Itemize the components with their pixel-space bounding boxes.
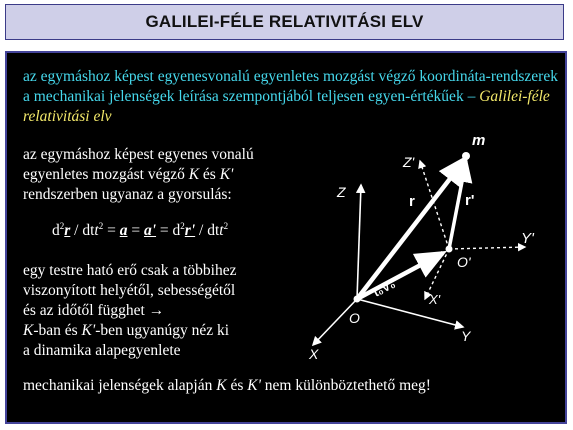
slide-title: GALILEI-FÉLE RELATIVITÁSI ELV [145, 12, 424, 31]
intro-text: az egymáshoz képest egyenesvonalú egyenletes mozgást végző koordináta-rendszerek a mechanikai jelenségek leírása szempontjából teljesen egyen-értékűek [23, 68, 558, 105]
acceleration-equation: $d^2r / dtt^2 = a = a' = d^2r' / dtt^2$ [52, 221, 229, 240]
r-vector [357, 158, 466, 299]
force-paragraph [23, 261, 236, 361]
slide-content [5, 51, 567, 424]
y-axis [357, 299, 463, 327]
label-x: X [309, 346, 319, 359]
p2-line2: viszonyított helyétől, sebességétől [23, 282, 236, 299]
origin-o [354, 296, 361, 303]
intro-paragraph [23, 67, 558, 127]
label-op: O' [457, 254, 471, 270]
acceleration-paragraph [23, 145, 254, 205]
reference-frames-diagram [285, 127, 551, 359]
p2-line5: a dinamika alapegyenlete [23, 342, 181, 359]
intro-dash: – [463, 88, 480, 105]
title-bar [5, 4, 564, 40]
intro-highlight: Galilei-féle relativitási elv [23, 88, 550, 125]
label-yp: Y' [521, 230, 534, 247]
p2-line1: egy testre ható erő csak a többihez [23, 262, 237, 279]
p1-line2: egyenletes mozgást végző K és K' [23, 166, 234, 183]
label-m: m [472, 132, 486, 149]
label-r: r [409, 193, 415, 210]
label-xp: X' [429, 292, 441, 307]
p2-line4: K-ban és K'-ben ugyanúgy néz ki [23, 322, 230, 339]
z-axis [357, 185, 361, 299]
label-o: O [349, 310, 360, 326]
label-z: Z [337, 184, 346, 200]
label-rp: r' [465, 192, 475, 209]
mass-point [462, 152, 470, 160]
origin-op [446, 246, 453, 253]
p1-line1: az egymáshoz képest egyenes vonalú [23, 146, 254, 163]
label-t0v0: t₀V₀ [370, 276, 398, 300]
label-zp: Z' [403, 154, 415, 170]
zp-axis [420, 161, 449, 249]
label-y: Y [461, 328, 471, 344]
yp-axis [449, 247, 525, 249]
p2-line3: és az időtől függhet → [23, 302, 165, 319]
p1-line3: rendszerben ugyanaz a gyorsulás: [23, 186, 232, 203]
conclusion-paragraph: mechanikai jelenségek alapján K és K' nem különböztethető meg! [23, 377, 431, 394]
